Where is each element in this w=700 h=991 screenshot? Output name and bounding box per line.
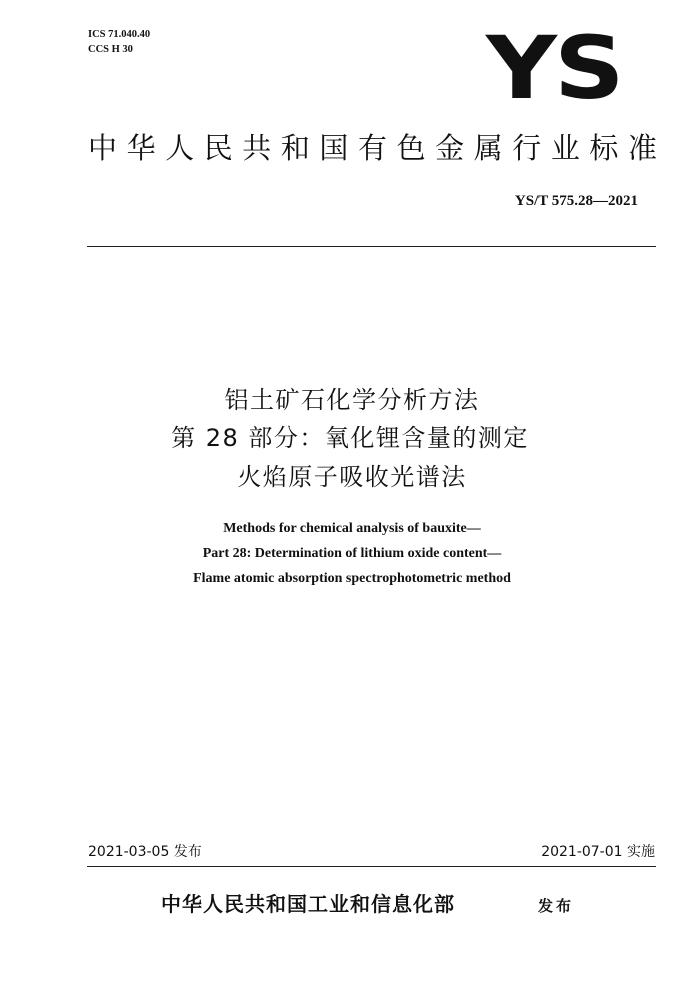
ics-code: ICS 71.040.40 <box>88 29 151 40</box>
title-zh-line-3: 火焰原子吸收光谱法 <box>237 463 467 491</box>
issue-date: 2021-03-05 发布 <box>88 844 202 860</box>
title-en-line-2: Part 28: Determination of lithium oxide content— <box>202 546 502 561</box>
ccs-code: CCS H 30 <box>88 44 133 55</box>
title-en-line-3: Flame atomic absorption spectrophotometric method <box>193 571 511 586</box>
issuing-authority: 中华人民共和国工业和信息化部 <box>161 892 455 916</box>
title-zh-line-1: 铝土矿石化学分析方法 <box>224 386 480 414</box>
implementation-date: 2021-07-01 实施 <box>541 844 655 860</box>
standard-type-heading: 中华人民共和国有色金属行业标准 <box>88 131 658 165</box>
ys-logo: YS <box>486 18 622 120</box>
header-divider <box>87 246 656 247</box>
title-en-line-1: Methods for chemical analysis of bauxite— <box>223 521 481 536</box>
standard-number: YS/T 575.28—2021 <box>514 193 638 209</box>
title-zh-line-2: 第 28 部分：氧化锂含量的测定 <box>171 424 529 452</box>
issue-action: 发布 <box>538 897 575 915</box>
footer-divider <box>87 866 656 867</box>
